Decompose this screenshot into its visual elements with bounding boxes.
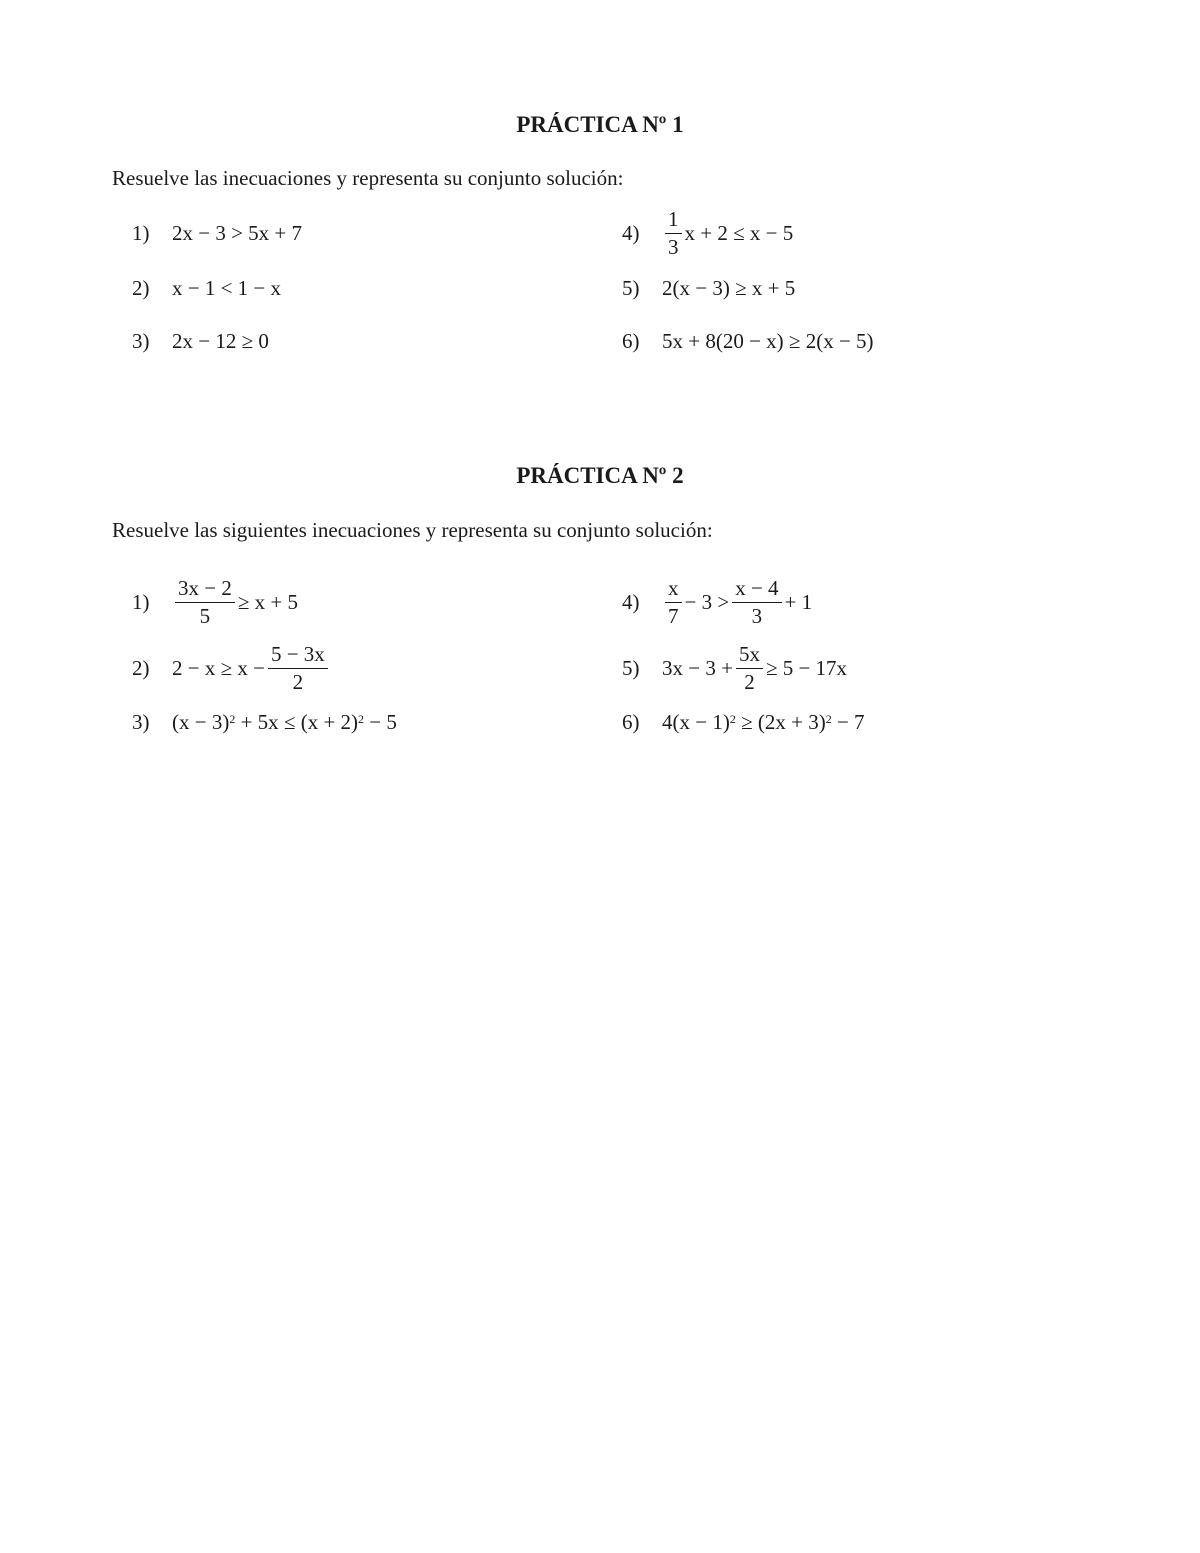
exponent: 2 <box>358 711 365 726</box>
practica-1-instruction: Resuelve las inecuaciones y representa su conjunto solución: <box>112 166 624 190</box>
denominator: 2 <box>744 669 755 694</box>
inequality: x − 1 < 1 − x <box>172 275 282 300</box>
item-number: 5) <box>622 275 640 300</box>
p1-item-6 <box>622 311 874 371</box>
inequality <box>172 710 397 735</box>
numerator: 5x <box>736 642 763 668</box>
item-number: 3) <box>132 328 150 353</box>
p2-item-6 <box>622 692 865 752</box>
fraction <box>736 642 763 693</box>
denominator: 3 <box>751 603 763 628</box>
p1-item-1 <box>132 203 302 263</box>
fraction <box>665 576 682 627</box>
exponent: 2 <box>729 711 736 726</box>
p1-item-5 <box>622 258 795 318</box>
expression-middle: − 3 > <box>684 589 730 614</box>
inequality <box>662 207 793 258</box>
p2-item-4 <box>622 572 812 632</box>
p1-item-2 <box>132 258 281 318</box>
item-number: 6) <box>622 709 640 734</box>
expression-rest: ≥ x + 5 <box>237 589 298 614</box>
p2-item-3 <box>132 692 397 752</box>
denominator: 7 <box>668 603 679 628</box>
item-number: 5) <box>622 655 640 680</box>
expression-rest: x + 2 ≤ x − 5 <box>684 220 794 245</box>
expression-part: − 7 <box>831 709 865 734</box>
expression-part: 4(x − 1) <box>662 709 730 734</box>
denominator: 2 <box>292 669 304 694</box>
expression-part: + 5x ≤ (x + 2) <box>235 709 359 734</box>
p2-item-1 <box>132 572 298 632</box>
p1-item-4 <box>622 203 793 263</box>
fraction <box>665 207 682 258</box>
numerator: 3x − 2 <box>175 576 235 602</box>
inequality <box>172 642 331 693</box>
practica-1-title: PRÁCTICA Nº 1 <box>516 112 684 137</box>
expression-rest: + 1 <box>784 589 813 614</box>
numerator: x <box>665 576 682 602</box>
inequality <box>662 642 847 693</box>
expression-part: (x − 3) <box>172 709 230 734</box>
p1-item-3 <box>132 311 269 371</box>
item-number: 1) <box>132 589 150 614</box>
inequality: 2(x − 3) ≥ x + 5 <box>662 275 796 300</box>
item-number: 3) <box>132 709 150 734</box>
expression-start: 2 − x ≥ x − <box>172 655 265 680</box>
expression-part: − 5 <box>364 709 397 734</box>
item-number: 4) <box>622 589 640 614</box>
fraction <box>268 642 328 693</box>
exponent: 2 <box>229 711 236 726</box>
inequality: 5x + 8(20 − x) ≥ 2(x − 5) <box>662 328 874 353</box>
fraction <box>175 576 235 627</box>
fraction <box>732 576 781 627</box>
expression-part: ≥ (2x + 3) <box>735 709 826 734</box>
p2-item-2 <box>132 638 331 698</box>
item-number: 4) <box>622 220 640 245</box>
exponent: 2 <box>825 711 832 726</box>
inequality <box>172 576 298 627</box>
p2-item-5 <box>622 638 847 698</box>
numerator: 5 − 3x <box>268 642 328 668</box>
item-number: 2) <box>132 655 150 680</box>
expression-start: 3x − 3 + <box>662 655 733 680</box>
inequality: 2x − 12 ≥ 0 <box>172 328 269 353</box>
denominator: 3 <box>668 234 679 259</box>
inequality: 2x − 3 > 5x + 7 <box>172 220 303 245</box>
numerator: x − 4 <box>732 576 781 602</box>
expression-rest: ≥ 5 − 17x <box>765 655 848 680</box>
inequality <box>662 576 812 627</box>
inequality <box>662 710 865 735</box>
practica-2-title: PRÁCTICA Nº 2 <box>516 463 684 488</box>
item-number: 6) <box>622 328 640 353</box>
numerator: 1 <box>665 207 682 233</box>
denominator: 5 <box>199 603 211 628</box>
item-number: 2) <box>132 275 150 300</box>
practica-2-instruction: Resuelve las siguientes inecuaciones y representa su conjunto solución: <box>112 518 713 542</box>
item-number: 1) <box>132 220 150 245</box>
